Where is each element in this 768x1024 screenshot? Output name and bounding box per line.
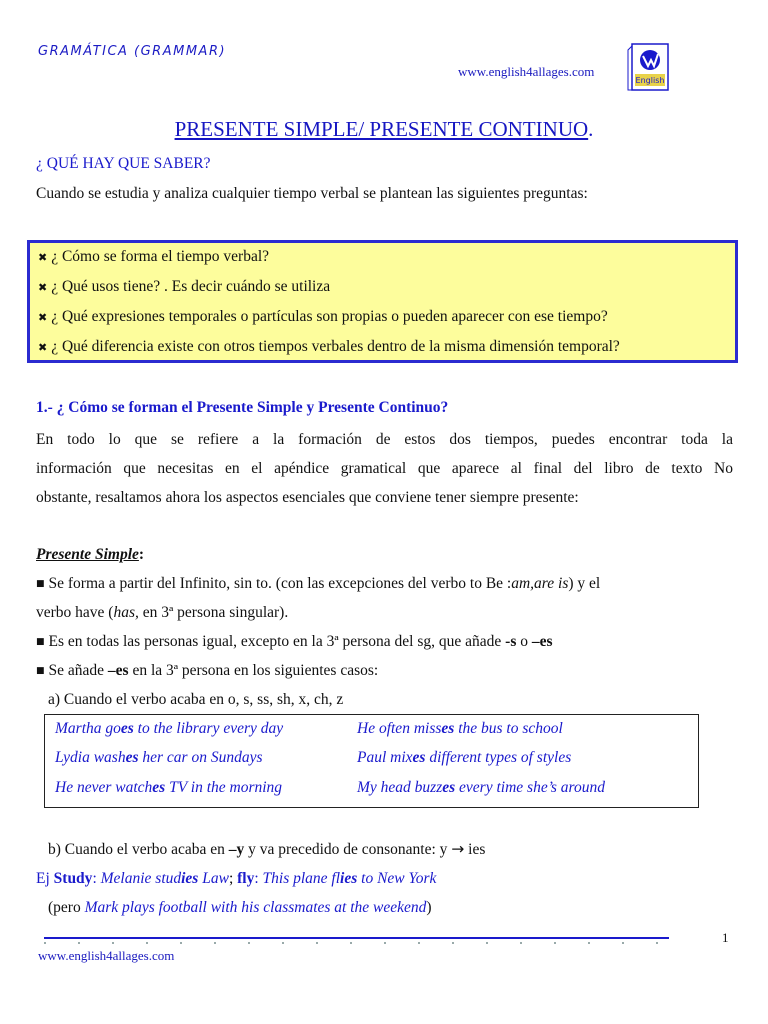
intro-text: Cuando se estudia y analiza cualquier tiempo verbal se plantean las siguientes preguntas:	[36, 185, 588, 202]
case-b: b) Cuando el verbo acaba en –y y va precedido de consonante: y → ies	[48, 840, 486, 858]
pero-line: (pero Mark plays football with his classmates at the weekend)	[48, 899, 432, 916]
examples-box	[44, 714, 699, 808]
footer-decoration	[44, 942, 669, 944]
footer-url[interactable]: www.english4allages.com	[38, 948, 175, 963]
square-bullet-icon: ■	[36, 579, 45, 589]
bullet-1-line-1: ■ Se forma a partir del Infinito, sin to. (con las excepciones del verbo to Be :am,are is) y el	[36, 575, 601, 592]
section1-heading: 1.- ¿ Cómo se forman el Presente Simple y Presente Continuo?	[36, 399, 449, 416]
arrow-right-icon: →	[451, 840, 465, 858]
intro-heading: ¿ QUÉ HAY QUE SABER?	[36, 155, 211, 172]
logo-text: English	[635, 76, 665, 85]
header-section-label: GRAMÁTICA (GRAMMAR)	[38, 44, 227, 59]
title-dot: .	[588, 117, 594, 141]
cross-bullet-icon: ✖	[38, 311, 48, 324]
question-item: ✖ ¿ Qué diferencia existe con otros tiempos verbales dentro de la misma dimensión temporal?	[38, 338, 620, 355]
cross-bullet-icon: ✖	[38, 251, 48, 264]
case-a: a) Cuando el verbo acaba en o, s, ss, sh, x, ch, z	[48, 691, 344, 708]
questions-box	[27, 240, 738, 363]
bullet-1-line-2: verbo have (has, en 3ª persona singular).	[36, 604, 289, 621]
example-sentence: My head buzzes every time she’s around	[357, 779, 605, 796]
question-item: ✖ ¿ Qué expresiones temporales o partículas son propias o pueden aparecer con ese tiempo?	[38, 308, 608, 325]
question-item: ✖ ¿ Qué usos tiene? . Es decir cuándo se utiliza	[38, 278, 331, 295]
example-sentence: He never watches TV in the morning	[55, 779, 283, 796]
title-main: PRESENTE SIMPLE/ PRESENTE CONTINUO	[174, 117, 589, 141]
logo-graphic-icon	[626, 40, 670, 92]
example-line-ej: Ej Study: Melanie studies Law; fly: This plane flies to New York	[36, 870, 437, 887]
presente-simple-heading: Presente Simple:	[36, 546, 145, 563]
question-item: ✖ ¿ Cómo se forma el tiempo verbal?	[38, 248, 270, 265]
example-sentence: Paul mixes different types of styles	[357, 749, 572, 766]
cross-bullet-icon: ✖	[38, 281, 48, 294]
paragraph-line: obstante, resaltamos ahora los aspectos esenciales que conviene tener siempre presente:	[36, 489, 579, 506]
bullet-2: ■ Es en todas las personas igual, excepto en la 3ª persona del sg, que añade -s o –es	[36, 633, 553, 650]
page-title	[0, 117, 768, 142]
bullet-3: ■ Se añade –es en la 3ª persona en los siguientes casos:	[36, 662, 379, 679]
square-bullet-icon: ■	[36, 637, 45, 647]
header-url[interactable]: www.english4allages.com	[458, 64, 595, 79]
example-sentence: He often misses the bus to school	[357, 720, 563, 737]
paragraph-line: información que necesitas en el apéndice gramatical que aparece al final del libro de texto No	[36, 460, 733, 477]
page-number: 1	[722, 930, 729, 945]
cross-bullet-icon: ✖	[38, 341, 48, 354]
footer-rule	[44, 937, 669, 939]
section1-paragraph	[36, 425, 733, 512]
square-bullet-icon: ■	[36, 666, 45, 676]
example-sentence: Lydia washes her car on Sundays	[55, 749, 263, 766]
example-sentence: Martha goes to the library every day	[55, 720, 284, 737]
english-logo	[626, 40, 670, 92]
paragraph-line: En todo lo que se refiere a la formación de estos dos tiempos, puedes encontrar toda la	[36, 431, 733, 448]
